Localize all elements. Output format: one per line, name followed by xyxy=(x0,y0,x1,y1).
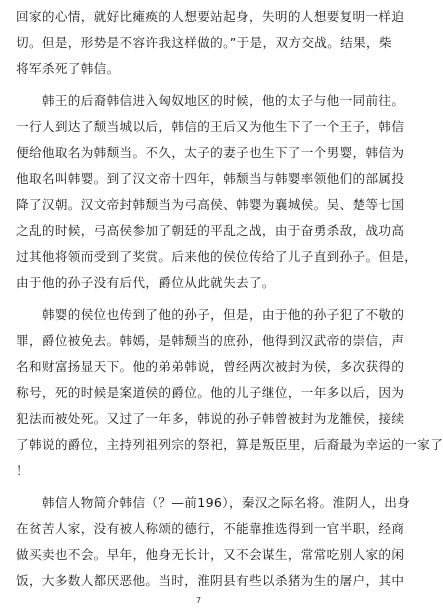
paragraph-3 xyxy=(16,302,443,484)
text-line: 过其他将领而受到了奖赏。后来他的侯位传给了儿子直到孙子。但是， xyxy=(16,249,418,264)
text-line: 回家的心情，就好比瘫痪的人想要站起身，失明的人想要复明一样迫 xyxy=(16,9,405,24)
text-line: 犯法而被处死。又过了一年多，韩说的孙子韩曾被封为龙雒侯，接续 xyxy=(16,411,405,426)
text-line: 韩信人物简介韩信（？—前196），秦汉之际名将。淮阴人，出身 xyxy=(16,495,411,510)
text-line: 一行人到达了颓当城以后，韩信的王后又为他生下了一个王子，韩信 xyxy=(16,119,405,134)
text-line: 韩婴的侯位也传到了他的孙子，但是，由于他的孙子犯了不敬的 xyxy=(16,307,405,322)
text-line: 名和财富扬显天下。他的弟弟韩说，曾经两次被封为侯，多次获得的 xyxy=(16,359,405,374)
text-line: 饭，大多数人都厌恶他。当时，淮阴县有些以杀猪为生的屠户，其中 xyxy=(16,573,405,588)
document-page xyxy=(16,4,443,594)
text-line: 称号，死的时候是案道侯的爵位。他的儿子继位，一年多以后，因为 xyxy=(16,385,405,400)
text-line: 了韩说的爵位，主持列祖列宗的祭祀，算是叛臣里，后裔最为幸运的一家了 xyxy=(16,437,443,452)
text-line: 切。但是，形势是不容许我这样做的。”于是，双方交战。结果，柴 xyxy=(16,35,392,50)
text-line: 他取名叫韩婴。到了汉文帝十四年，韩颓当与韩婴率领他们的部属投 xyxy=(16,171,405,186)
text-line: 在贫苦人家，没有被人称颂的德行，不能靠推选得到一官半职，经商 xyxy=(16,521,405,536)
paragraph-4 xyxy=(16,490,411,594)
text-line: 韩王的后裔韩信进入匈奴地区的时候，他的太子与他一同前往。 xyxy=(16,93,405,108)
text-line: 罪，爵位被免去。韩嫣，是韩颓当的庶孙，他得到汉武帝的崇信，声 xyxy=(16,333,405,348)
text-line: 之乱的时候，弓高侯参加了朝廷的平乱之战，由于奋勇杀敌，战功高 xyxy=(16,223,405,238)
paragraph-1 xyxy=(16,4,405,82)
text-line: 降了汉朝。汉文帝封韩颓当为弓高侯、韩婴为襄城侯。吴、楚等七国 xyxy=(16,197,405,212)
text-line: ！ xyxy=(16,463,29,478)
text-line: 由于他的孙子没有后代，爵位从此就失去了。 xyxy=(16,275,275,290)
text-line: 便给他取名为韩颓当。不久，太子的妻子也生下了一个男婴，韩信为 xyxy=(16,145,405,160)
page-number: 7 xyxy=(196,596,202,605)
text-line: 做买卖也不会。早年，他身无长计，又不会谋生，常常吃别人家的闲 xyxy=(16,547,405,562)
text-line: 将军杀死了韩信。 xyxy=(16,61,120,76)
paragraph-2 xyxy=(16,88,418,296)
